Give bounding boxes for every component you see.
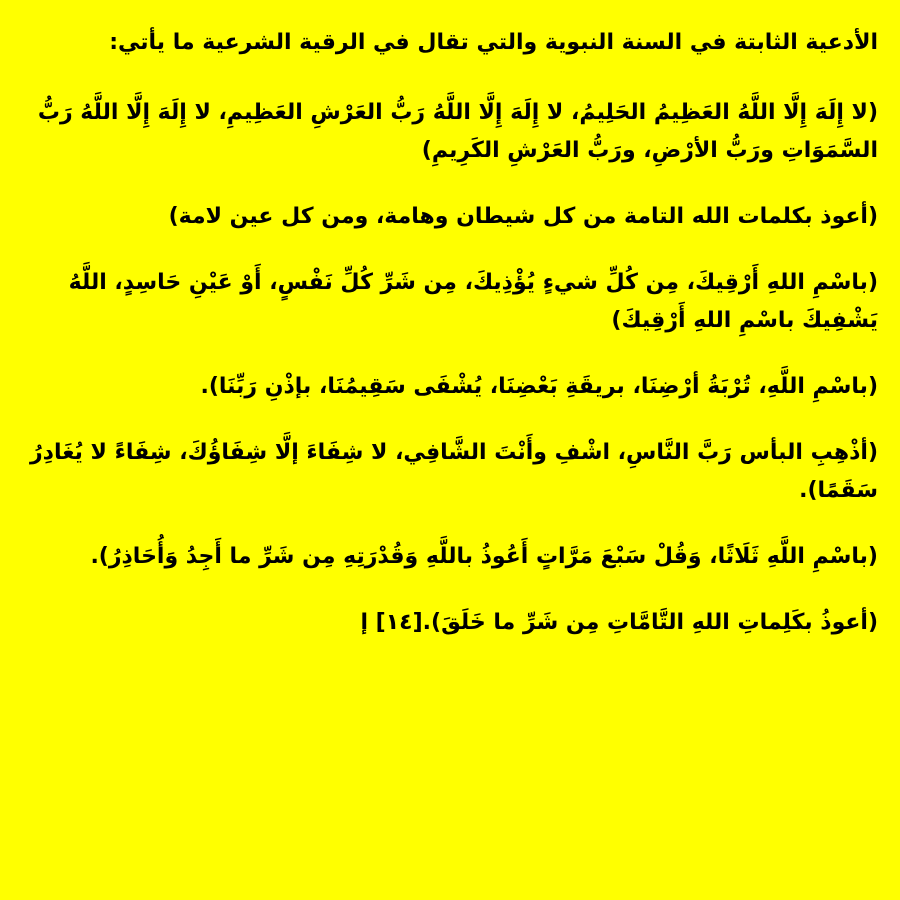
dua-item-2: (أعوذ بكلمات الله التامة من كل شيطان وهامة، ومن كل عين لامة) xyxy=(168,204,878,229)
dua-list xyxy=(22,94,878,642)
dua-item-3: (باسْمِ اللهِ أَرْقِيكَ، مِن كُلِّ شيءٍ يُؤْذِيكَ، مِن شَرِّ كُلِّ نَفْسٍ، أَوْ عَيْنِ حَاسِدٍ، اللَّهُ يَشْفِيكَ باسْمِ اللهِ أَرْقِيكَ) xyxy=(68,270,878,333)
dua-item-5: (أذْهِبِ البأس رَبَّ النَّاسِ، اشْفِ وأَنْتَ الشَّافِي، لا شِفَاءَ إلَّا شِفَاؤُكَ، شِفَاءً لا يُغَادِرُ سَقَمًا). xyxy=(30,440,878,503)
dua-item-6: (باسْمِ اللَّهِ ثَلَاثًا، وَقُلْ سَبْعَ مَرَّاتٍ أَعُوذُ باللَّهِ وَقُدْرَتِهِ مِن شَرِّ ما أَجِدُ وَأُحَاذِرُ). xyxy=(90,544,878,569)
document-heading: الأدعية الثابتة في السنة النبوية والتي تقال في الرقية الشرعية ما يأتي: xyxy=(109,30,878,55)
dua-item-1: (لا إِلَهَ إِلَّا اللَّهُ العَظِيمُ الحَلِيمُ، لا إِلَهَ إِلَّا اللَّهُ رَبُّ العَرْشِ العَظِيمِ، لا إِلَهَ إِلَّا اللَّهُ رَبُّ السَّمَوَاتِ ورَبُّ الأرْضِ، ورَبُّ العَرْشِ الكَرِيمِ) xyxy=(37,100,878,163)
dua-item-4: (باسْمِ اللَّهِ، تُرْبَةُ أرْضِنَا، بريقَةِ بَعْضِنَا، يُشْفَى سَقِيمُنَا، بإذْنِ رَبِّنَا). xyxy=(200,374,878,399)
dua-item-7: (أعوذُ بكَلِماتِ اللهِ التَّامَّاتِ مِن شَرِّ ما خَلَقَ).[١٤] إ xyxy=(360,610,878,635)
